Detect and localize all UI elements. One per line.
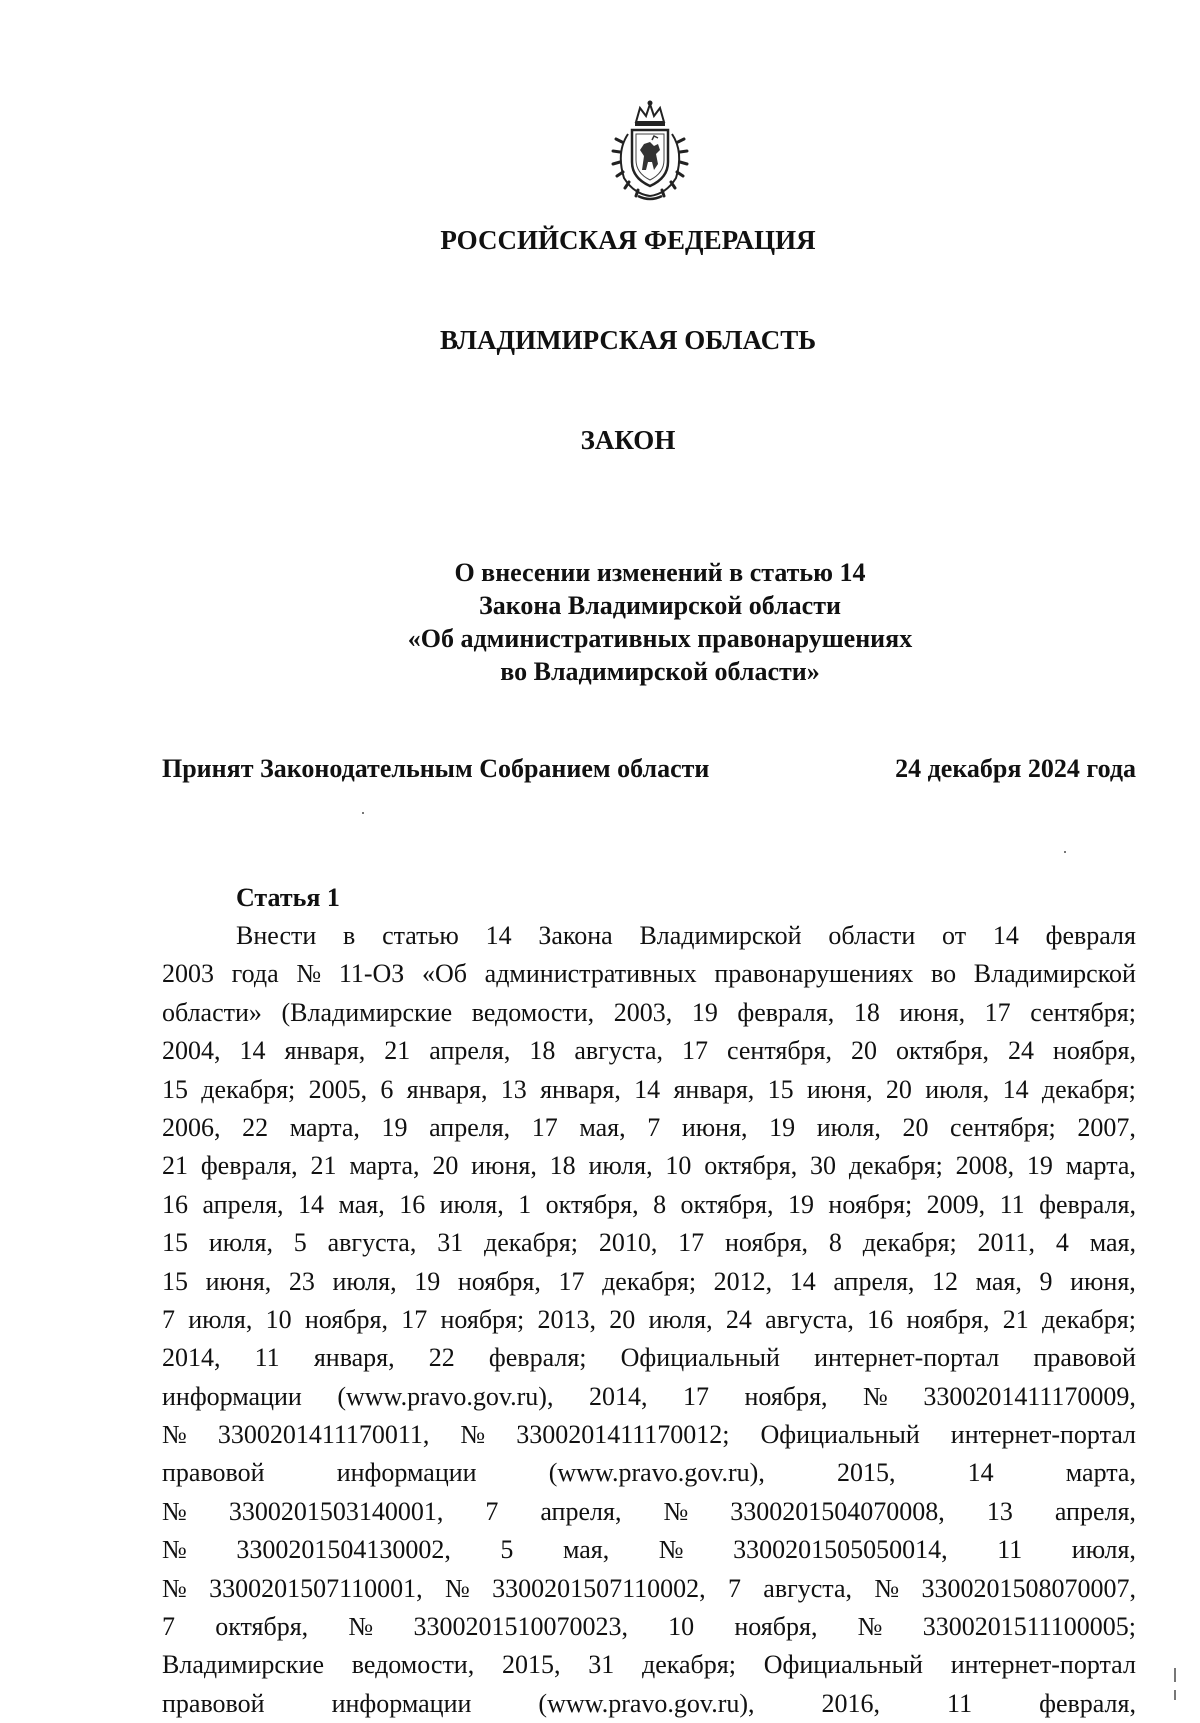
article-word: 31	[437, 1228, 464, 1258]
article-word: интернет-портал	[950, 1650, 1136, 1680]
article-word: 17	[984, 997, 1011, 1027]
article-word: февраля	[1045, 921, 1136, 950]
article-line	[162, 1570, 1136, 1608]
article-word: августа,	[327, 1228, 417, 1258]
article-word: 2007,	[1077, 1112, 1136, 1142]
article-word: октября,	[895, 1036, 989, 1066]
article-word: 19	[769, 1112, 796, 1142]
article-line	[162, 1224, 1136, 1262]
article-word: июля,	[1071, 1535, 1136, 1565]
article-word: апреля,	[429, 1112, 511, 1142]
article-word: 2006,	[162, 1112, 221, 1142]
article-word: 11	[999, 1189, 1025, 1219]
article-word: октября,	[704, 1151, 798, 1181]
law-title-line: Закона Владимирской области	[479, 591, 841, 620]
article-word: 21	[384, 1036, 411, 1066]
article-word: №	[162, 1535, 187, 1565]
article-word: 8	[828, 1228, 842, 1258]
article-word: 2015,	[501, 1650, 561, 1680]
scan-artifact	[1174, 1668, 1176, 1682]
article-word: года	[231, 959, 279, 989]
article-line	[162, 994, 1136, 1032]
article-word: 9	[1039, 1266, 1053, 1296]
article-word: сентября;	[1030, 997, 1136, 1027]
article-word: апреля,	[833, 1266, 915, 1296]
law-title-line: О внесении изменений в статью 14	[454, 558, 866, 587]
article-word: Официальный	[620, 1343, 780, 1373]
article-word: области	[828, 921, 916, 950]
article-word: 20	[609, 1304, 636, 1334]
article-word: мая,	[562, 1535, 610, 1565]
document-type: ЗАКОН	[580, 425, 676, 455]
article-word: августа,	[763, 1573, 853, 1603]
article-word: 2013,	[537, 1304, 596, 1334]
article-word: 21	[162, 1151, 188, 1181]
article-word: 20	[432, 1151, 459, 1181]
article-word: ноября,	[304, 1304, 388, 1334]
article-word: января,	[406, 1074, 488, 1104]
article-word: 20	[902, 1112, 929, 1142]
article-word: июля,	[208, 1228, 273, 1258]
article-word: февраля,	[1039, 1189, 1136, 1219]
article-word: 30	[810, 1151, 837, 1181]
article-word: №	[162, 1496, 187, 1526]
article-line	[162, 1339, 1136, 1377]
article-word: правовой	[1033, 1343, 1136, 1373]
article-word: января,	[673, 1074, 755, 1104]
article-word: 15	[162, 1074, 188, 1104]
article-word: 19	[381, 1112, 408, 1142]
article-word: июля,	[648, 1304, 713, 1334]
article-word: июля,	[188, 1304, 253, 1334]
article-word: Владимирской	[639, 921, 802, 950]
article-word: 18	[529, 1036, 556, 1066]
article-word: 23	[288, 1266, 315, 1296]
article-word: 2010,	[598, 1228, 658, 1258]
article-line	[162, 1454, 1136, 1492]
article-word: 2009,	[926, 1189, 986, 1219]
article-word: 7	[162, 1612, 175, 1642]
article-word: 3300201510070023,	[413, 1612, 628, 1642]
article-word: №	[658, 1535, 684, 1565]
article-word: 7	[162, 1304, 175, 1334]
article-word: 2003,	[613, 997, 673, 1027]
article-word: административных	[484, 959, 697, 989]
article-word: 13	[986, 1496, 1013, 1526]
adoption-date: 24 декабря 2024 года	[895, 754, 1136, 783]
article-word: февраля,	[737, 997, 835, 1027]
article-word: 22	[428, 1343, 455, 1373]
article-word: 14	[239, 1036, 266, 1066]
article-word: 10	[665, 1151, 692, 1181]
article-word: апреля,	[202, 1189, 284, 1219]
article-word: июня,	[1070, 1266, 1136, 1296]
article-word: правовой	[162, 1458, 265, 1488]
article-word: Официальный	[763, 1650, 923, 1680]
article-word: января,	[540, 1074, 621, 1104]
article-word: 13	[500, 1074, 527, 1104]
article-word: июня,	[681, 1112, 748, 1142]
article-word: мая,	[1089, 1228, 1136, 1258]
article-word: 19	[414, 1266, 441, 1296]
article-word: декабря;	[862, 1228, 957, 1258]
article-word: 10	[265, 1304, 292, 1334]
article-word: октября,	[680, 1189, 774, 1219]
article-word: 3300201411170011,	[217, 1420, 430, 1450]
article-word: марта,	[1065, 1151, 1136, 1181]
article-word: 11	[947, 1688, 973, 1718]
article-word: 1	[518, 1189, 532, 1219]
article-word: февраля;	[488, 1343, 587, 1373]
law-title-line: во Владимирской области»	[500, 657, 820, 686]
article-word: июля,	[925, 1074, 990, 1104]
article-word: интернет-портал	[950, 1420, 1136, 1450]
article-word: апреля,	[1054, 1496, 1136, 1526]
article-word: 14	[1002, 1074, 1029, 1104]
article-word: №	[444, 1573, 470, 1603]
article-word: Внести	[236, 921, 317, 950]
article-line	[162, 1263, 1136, 1301]
article-word: 8	[653, 1189, 667, 1219]
scan-artifact	[1174, 1690, 1176, 1700]
article-word: мая,	[579, 1112, 626, 1142]
region-name: ВЛАДИМИРСКАЯ ОБЛАСТЬ	[439, 325, 817, 355]
adoption-line	[162, 753, 1136, 785]
article-word: ведомости,	[471, 997, 595, 1027]
article-word: 19	[691, 997, 718, 1027]
article-word: 16	[162, 1189, 188, 1219]
article-word: декабря;	[201, 1074, 296, 1104]
article-line	[162, 1685, 1136, 1723]
article-word: 17	[678, 1228, 705, 1258]
article-word: 20	[885, 1074, 912, 1104]
article-word: февраля,	[200, 1151, 298, 1181]
article-line	[162, 1109, 1136, 1147]
article-word: Официальный	[760, 1420, 920, 1450]
article-word: 17	[401, 1304, 428, 1334]
article-word: 2014,	[588, 1381, 648, 1411]
article-word: января,	[284, 1036, 366, 1066]
article-word: декабря;	[602, 1266, 697, 1296]
article-body	[162, 917, 1136, 1723]
article-word: 17	[531, 1112, 558, 1142]
article-word: июля,	[816, 1112, 881, 1142]
article-word: 7	[485, 1496, 499, 1526]
article-word: 16	[867, 1304, 894, 1334]
coat-of-arms-icon	[602, 100, 698, 204]
article-word: ноября;	[440, 1304, 525, 1334]
article-word: 17	[682, 1381, 709, 1411]
article-word: (www.pravo.gov.ru),	[337, 1381, 554, 1411]
article-word: области»	[162, 997, 262, 1027]
article-line	[162, 1378, 1136, 1416]
article-word: 3300201411170009,	[923, 1381, 1136, 1411]
article-word: 14	[789, 1266, 816, 1296]
article-word: апреля,	[429, 1036, 511, 1066]
article-word: Владимирские	[162, 1650, 324, 1680]
article-word: 17	[682, 1036, 709, 1066]
article-word: Владимирской	[973, 959, 1136, 989]
article-word: 2004,	[162, 1036, 221, 1066]
article-word: 11-ОЗ	[338, 959, 405, 989]
article-word: 18	[549, 1151, 576, 1181]
article-line	[162, 1646, 1136, 1684]
article-word: «Об	[421, 959, 467, 989]
article-word: 14	[634, 1074, 661, 1104]
article-word: 17	[558, 1266, 585, 1296]
article-word: 21	[1002, 1304, 1029, 1334]
article-word: 14	[967, 1458, 994, 1488]
article-word: 4	[1055, 1228, 1069, 1258]
article-line	[162, 1416, 1136, 1454]
article-word: во	[930, 959, 957, 989]
article-word: от	[942, 921, 967, 950]
article-word: сентября,	[727, 1036, 833, 1066]
article-word: марта,	[289, 1112, 360, 1142]
article-line	[162, 1032, 1136, 1070]
article-word: №	[162, 1420, 187, 1450]
article-word: января,	[313, 1343, 395, 1373]
article-word: 3300201507110001,	[209, 1573, 423, 1603]
article-word: №	[863, 1381, 888, 1411]
article-word: 2015,	[836, 1458, 896, 1488]
article-word: декабря;	[1041, 1304, 1136, 1334]
article-word: декабря;	[848, 1151, 943, 1181]
article-word: 15	[162, 1228, 188, 1258]
article-word: 14	[298, 1189, 324, 1219]
article-word: интернет-портал	[814, 1343, 1000, 1373]
article-word: июня,	[205, 1266, 272, 1296]
article-line	[162, 1186, 1136, 1224]
article-word: 3300201504070008,	[730, 1496, 945, 1526]
scan-artifact	[1064, 851, 1066, 853]
article-word: ноября,	[457, 1266, 541, 1296]
scan-artifact	[362, 812, 364, 814]
law-title	[370, 556, 950, 688]
article-word: июня,	[899, 997, 966, 1027]
article-word: 22	[242, 1112, 269, 1142]
article-word: марта,	[349, 1151, 420, 1181]
article-word: ноября,	[1052, 1036, 1136, 1066]
adoption-label: Принят Законодательным Собранием области	[162, 754, 710, 783]
article-word: июля,	[588, 1151, 653, 1181]
article-word: августа,	[765, 1304, 854, 1334]
article-word: 14	[485, 921, 512, 950]
article-word: августа,	[574, 1036, 664, 1066]
article-word: 2014,	[162, 1343, 221, 1373]
article-line	[162, 917, 1136, 955]
article-word: 11	[997, 1535, 1023, 1565]
article-word: ноября;	[828, 1189, 913, 1219]
article-word: 18	[853, 997, 880, 1027]
article-word: №	[162, 1573, 187, 1603]
article-word: 2008,	[955, 1151, 1015, 1181]
article-word: 24	[725, 1304, 752, 1334]
article-word: октября,	[215, 1612, 309, 1642]
article-word: 20	[851, 1036, 877, 1066]
article-word: правовой	[162, 1688, 265, 1718]
article-word: 31	[588, 1650, 615, 1680]
article-word: декабря;	[1041, 1074, 1136, 1104]
article-word: 2016,	[821, 1688, 881, 1718]
article-word: 3300201508070007,	[921, 1573, 1136, 1603]
article-word: 15	[767, 1074, 794, 1104]
article-word: 2003	[162, 959, 214, 989]
article-word: 5	[293, 1228, 307, 1258]
article-line	[162, 1493, 1136, 1531]
article-word: информации	[162, 1381, 302, 1411]
article-word: в	[343, 921, 356, 950]
article-word: 2011,	[977, 1228, 1036, 1258]
article-word: 14	[992, 921, 1019, 950]
article-word: 12	[932, 1266, 959, 1296]
article-word: 6	[380, 1074, 394, 1104]
country-name: РОССИЙСКАЯ ФЕДЕРАЦИЯ	[440, 225, 816, 255]
article-word: ведомости,	[351, 1650, 475, 1680]
article-word: №	[874, 1573, 900, 1603]
article-word: ноября,	[744, 1381, 828, 1411]
article-word: 2012,	[713, 1266, 773, 1296]
article-word: мая,	[975, 1266, 1022, 1296]
article-word: №	[348, 1612, 374, 1642]
article-word: июня,	[471, 1151, 537, 1181]
article-word: информации	[336, 1458, 477, 1488]
article-word: 19	[1026, 1151, 1053, 1181]
article-word: ноября,	[734, 1612, 818, 1642]
article-word: июня,	[806, 1074, 873, 1104]
article-word: декабря;	[641, 1650, 736, 1680]
article-word: 15	[162, 1266, 188, 1296]
article-word: 3300201411170012;	[516, 1420, 730, 1450]
article-word: правонарушениях	[714, 959, 914, 989]
law-title-line: «Об административных правонарушениях	[407, 624, 913, 653]
article-word: 16	[399, 1189, 426, 1219]
article-word: 3300201507110002,	[492, 1573, 706, 1603]
article-word: (www.pravo.gov.ru),	[538, 1688, 755, 1718]
article-word: 3300201504130002,	[236, 1535, 451, 1565]
article-word: 10	[668, 1612, 695, 1642]
article-line	[162, 955, 1136, 993]
article-word: №	[296, 959, 322, 989]
article-word: (www.pravo.gov.ru),	[548, 1458, 765, 1488]
article-heading: Статья 1	[236, 883, 340, 912]
article-word: 11	[254, 1343, 280, 1373]
article-word: 3300201511100005;	[922, 1612, 1136, 1642]
article-line	[162, 1531, 1136, 1569]
article-word: 19	[787, 1189, 814, 1219]
article-word: №	[460, 1420, 486, 1450]
article-word: №	[663, 1496, 689, 1526]
article-word: марта,	[1065, 1458, 1136, 1488]
article-word: 2005,	[308, 1074, 368, 1104]
article-word: декабря;	[484, 1228, 578, 1258]
article-word: информации	[331, 1688, 472, 1718]
article-word: 7	[647, 1112, 661, 1142]
article-word: сентября;	[950, 1112, 1056, 1142]
article-word: мая,	[338, 1189, 385, 1219]
article-word: 3300201503140001,	[228, 1496, 444, 1526]
article-word: июля,	[439, 1189, 504, 1219]
article-word: февраля,	[1039, 1688, 1136, 1718]
article-word: статью	[382, 921, 459, 950]
article-word: №	[857, 1612, 883, 1642]
article-word: 3300201505050014,	[733, 1535, 948, 1565]
article-line	[162, 1301, 1136, 1339]
article-word: 5	[500, 1535, 514, 1565]
article-line	[162, 1147, 1136, 1185]
article-line	[162, 1608, 1136, 1646]
article-word: апреля,	[540, 1496, 622, 1526]
article-word: ноября,	[724, 1228, 809, 1258]
article-word: Закона	[538, 921, 613, 950]
article-word: (Владимирские	[281, 997, 453, 1027]
article-word: 21	[310, 1151, 337, 1181]
article-word: 7	[727, 1573, 741, 1603]
article-word: июля,	[332, 1266, 397, 1296]
article-line	[162, 1071, 1136, 1109]
article-word: ноября,	[906, 1304, 990, 1334]
article-word: 24	[1007, 1036, 1034, 1066]
article-word: октября,	[545, 1189, 639, 1219]
